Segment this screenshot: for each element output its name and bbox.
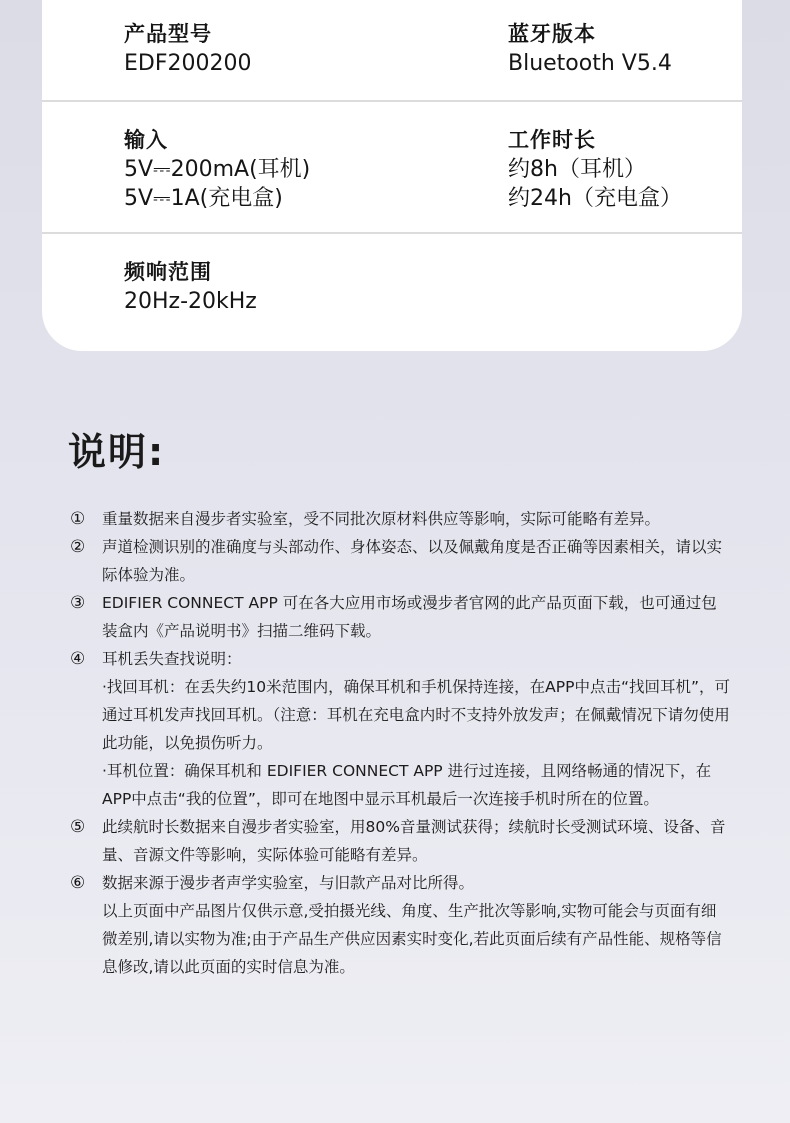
note-item — [70, 869, 730, 981]
note-item — [70, 589, 730, 645]
spec-card — [42, 0, 742, 351]
note-number: ② — [70, 537, 86, 557]
note-text: 此续航时长数据来自漫步者实验室，用80%音量测试获得；续航时长受测试环境、设备、音量、音源文件等影响，实际体验可能略有差异。 — [102, 818, 726, 864]
note-item — [70, 505, 730, 533]
spec-input-value: 5V⎓1A(充电盒) — [124, 186, 283, 211]
note-text: 重量数据来自漫步者实验室，受不同批次原材料供应等影响，实际可能略有差异。 — [102, 510, 661, 528]
spec-model — [124, 20, 251, 78]
spec-input-label: 输入 — [124, 128, 168, 152]
spec-duration-value: 约8h（耳机） — [508, 157, 646, 182]
notes-heading: 说明: — [68, 430, 166, 474]
notes-list — [70, 505, 730, 981]
spec-model-value: EDF200200 — [124, 51, 252, 76]
note-text: 数据来源于漫步者声学实验室，与旧款产品对比所得。 — [102, 874, 475, 892]
note-text: 声道检测识别的准确度与头部动作、身体姿态、以及佩戴角度是否正确等因素相关，请以实际体验为准。 — [102, 538, 723, 584]
note-text: 耳机丢失查找说明： — [102, 650, 242, 668]
spec-duration-value: 约24h（充电盒） — [508, 186, 682, 211]
note-text: ·找回耳机：在丢失约10米范围内，确保耳机和手机保持连接，在APP中点击“找回耳机”，可通过耳机发声找回耳机。（注意：耳机在充电盒内时不支持外放发声；在佩戴情况下请勿使用此功能，以免损伤听力。 — [102, 678, 731, 752]
spec-frequency-label: 频响范围 — [124, 260, 212, 284]
divider — [42, 100, 742, 102]
spec-frequency — [124, 258, 257, 316]
spec-model-label: 产品型号 — [124, 22, 212, 46]
spec-bluetooth-label: 蓝牙版本 — [508, 22, 596, 46]
spec-duration — [508, 126, 682, 213]
spec-bluetooth — [508, 20, 672, 78]
note-number: ④ — [70, 649, 86, 669]
note-text: EDIFIER CONNECT APP 可在各大应用市场或漫步者官网的此产品页面下载，也可通过包装盒内《产品说明书》扫描二维码下载。 — [102, 594, 717, 640]
note-number: ⑥ — [70, 873, 86, 893]
note-item — [70, 533, 730, 589]
note-item — [70, 813, 730, 869]
spec-duration-label: 工作时长 — [508, 128, 596, 152]
divider — [42, 232, 742, 234]
note-number: ③ — [70, 593, 86, 613]
note-text: ·耳机位置：确保耳机和 EDIFIER CONNECT APP 进行过连接，且网络畅通的情况下，在APP中点击“我的位置”，即可在地图中显示耳机最后一次连接手机时所在的位置。 — [102, 762, 712, 808]
spec-input — [124, 126, 310, 213]
spec-bluetooth-value: Bluetooth V5.4 — [508, 51, 672, 76]
note-text: 以上页面中产品图片仅供示意,受拍摄光线、角度、生产批次等影响,实物可能会与页面有细微差别,请以实物为准;由于产品生产供应因素实时变化,若此页面后续有产品性能、规格等信息修改,请以此页面的实时信息为准。 — [102, 902, 722, 976]
spec-frequency-value: 20Hz-20kHz — [124, 289, 257, 314]
note-item — [70, 645, 730, 813]
note-number: ① — [70, 509, 86, 529]
spec-input-value: 5V⎓200mA(耳机) — [124, 157, 311, 182]
note-number: ⑤ — [70, 817, 86, 837]
